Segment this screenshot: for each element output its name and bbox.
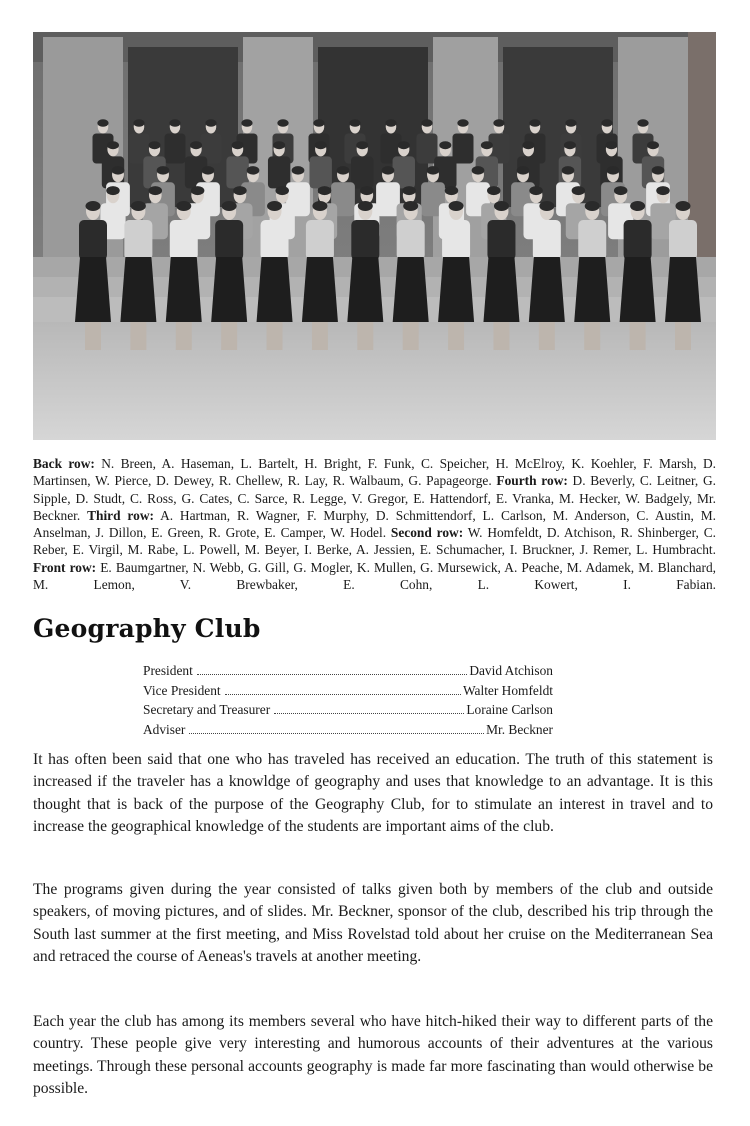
row-label: Fourth row: (496, 473, 568, 489)
officer-role: Vice President (143, 682, 221, 698)
row-names: N. Breen, A. Haseman, L. Bartelt, H. Bright, F. Funk, C. Speicher, H. McElroy, K. Koehler, F. Marsh, D. Martinsen, W. Pierce, D. Dewey, R. Chellew, R. Lay, R. Walbaum, G. Papageorge. (33, 456, 716, 489)
officer-row (143, 681, 553, 701)
officers-list (143, 661, 553, 739)
row-names: W. Homfeldt, D. Atchison, R. Shinberger, C. Reber, E. Virgil, M. Rabe, L. Powell, M. Beyer, I. Berke, A. Jessien, E. Schumacher, I. Bruckner, J. Remer, L. Humbracht. (33, 525, 716, 558)
photo-caption (33, 455, 716, 593)
leader-dots (189, 733, 484, 734)
row-label: Front row: (33, 559, 97, 575)
officer-row (143, 700, 553, 720)
officer-row (143, 720, 553, 740)
officer-role: President (143, 663, 193, 678)
leader-dots (274, 713, 464, 714)
officer-name: David Atchison (469, 663, 553, 678)
officer-row (143, 661, 553, 681)
row-label: Third row: (87, 507, 154, 523)
leader-dots (225, 694, 461, 695)
leader-dots (197, 674, 467, 675)
officer-name: Loraine Carlson (466, 702, 553, 717)
body-paragraph: The programs given during the year consisted of talks given both by members of the club and outside speakers, of moving pictures, and of slides. Mr. Beckner, sponsor of the club, described his trip through the South last summer at the first meeting, and Miss Rovelstad told about her cruise on the Mediterranean Sea and retraced the course of Aeneas's travels at another meeting. (33, 881, 713, 966)
page-title: Geography Club (33, 614, 261, 643)
body-paragraph: It has often been said that one who has traveled has received an education. The truth of this statement is increased if the traveler has a knowldge of geography and uses that knowledge to an advantage. It is this thought that is back of the purpose of the Geography Club, for to stimulate an interest in travel and to increase the geographical knowledge of the students are important aims of the club. (33, 751, 713, 836)
officer-role: Adviser (143, 721, 186, 737)
row-label: Second row: (390, 525, 464, 541)
officer-name: Walter Homfeldt (462, 682, 553, 698)
body-paragraph: Each year the club has among its members several who have hitch-hiked their way to different parts of the country. These people give very interesting and humorous accounts of their adventures at the various meetings. Through these personal accounts geography is made far more fascinating than would otherwise be possible. (33, 1013, 713, 1098)
row-names: E. Baumgartner, N. Webb, G. Gill, G. Mogler, K. Mullen, G. Mursewick, A. Peache, M. Adamek, M. Blanchard, M. Lemon, V. Brewbaker, E. Cohn, L. Kowert, I. Fabian. (33, 559, 717, 593)
row-names: A. Hartman, R. Wagner, F. Murphy, D. Schmittendorf, L. Carlson, M. Anderson, C. Austin, M. Anselman, J. Dillon, E. Green, R. Grote, E. Camper, W. Hodel. (33, 507, 716, 541)
officer-role: Secretary and Treasurer (143, 702, 271, 717)
row-label: Back row: (33, 456, 95, 471)
row-names: D. Beverly, C. Leitner, G. Sipple, D. Studt, C. Ross, G. Cates, C. Sarce, R. Legge, V. Gregor, E. Hattendorf, E. Vranka, M. Hecker, W. Badgely, Mr. Beckner. (33, 473, 716, 523)
officer-name: Mr. Beckner (486, 721, 553, 737)
group-photo-icon (33, 32, 716, 440)
group-photo (33, 32, 716, 440)
